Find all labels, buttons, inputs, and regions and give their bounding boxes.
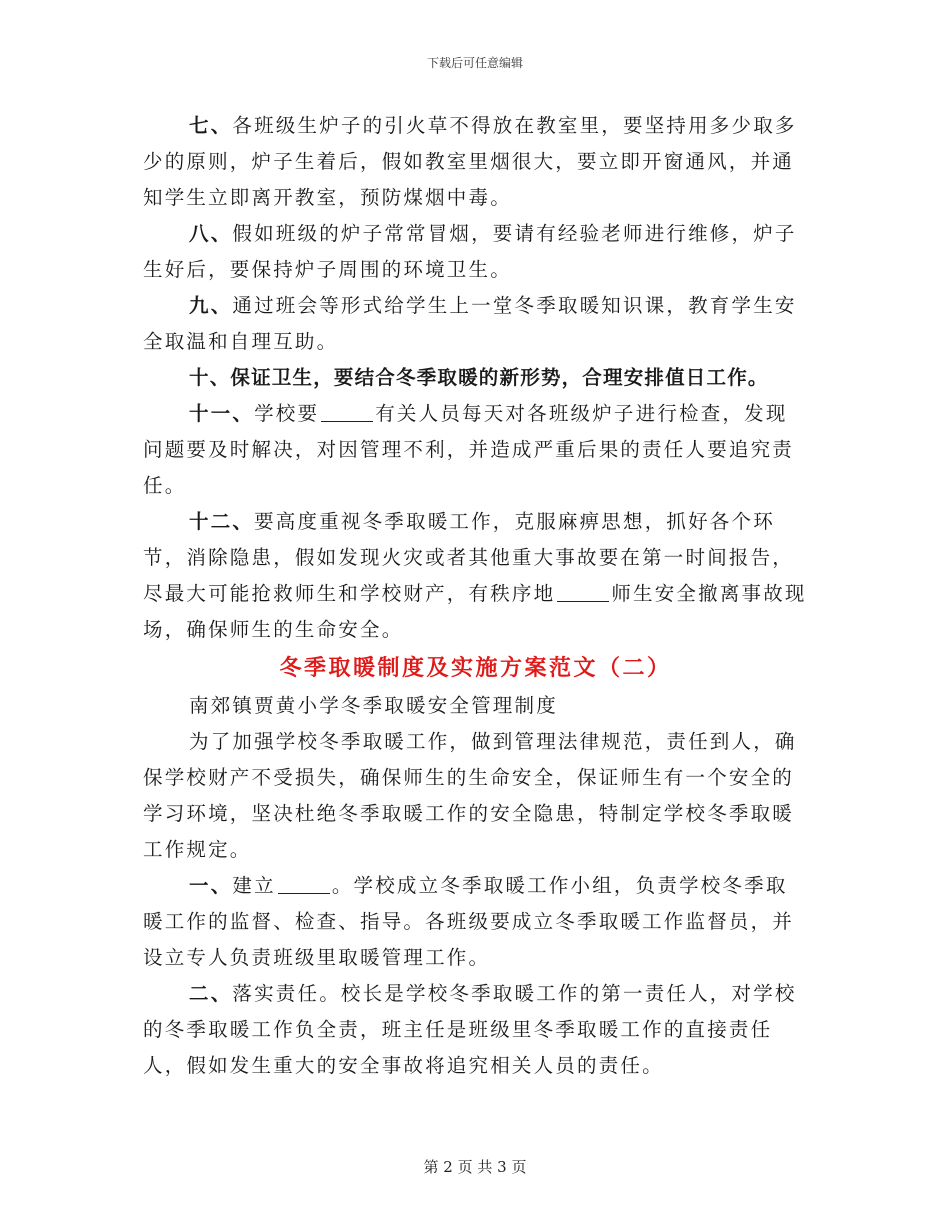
paragraph-item-1 bbox=[143, 868, 808, 976]
section-subtitle: 南郊镇贾黄小学冬季取暖安全管理制度 bbox=[189, 694, 558, 717]
page-number: 第 2 页 共 3 页 bbox=[423, 1158, 527, 1176]
item-text-cont: 有关人员每天对各班级炉子进行检查，发现问题要及时解决，对因管理不利，并造成严重后果的责任人要追究责任。 bbox=[143, 402, 795, 497]
fill-blank bbox=[278, 873, 330, 894]
paragraph-item-2 bbox=[143, 976, 808, 1084]
fill-blank bbox=[557, 581, 609, 602]
paragraph-item-10: 十、保证卫生，要结合冬季取暖的新形势，合理安排值日工作。 bbox=[189, 366, 769, 389]
item-number: 二、 bbox=[189, 982, 233, 1005]
item-text: 学校要 bbox=[254, 402, 320, 425]
paragraph-item-9 bbox=[143, 288, 808, 360]
item-number: 九、 bbox=[189, 294, 233, 317]
section-title: 冬季取暖制度及实施方案范文（二） bbox=[279, 655, 672, 681]
item-text: 落实责任。校长是学校冬季取暖工作的第一责任人，对学校的冬季取暖工作负全责，班主任是班级里冬季取暖工作的直接责任人，假如发生重大的安全事故将追究相关人员的责任。 bbox=[143, 982, 797, 1077]
item-number: 一、 bbox=[189, 874, 233, 897]
paragraph-item-12 bbox=[143, 504, 808, 648]
item-text: 要高度重视冬季取暖工作，克服麻痹思想，抓好各个环节，消除隐患，假如发现火灾或者其他重大事故要在第一时间报告，尽最大可能抢救师生和学校财产，有秩序地 bbox=[143, 510, 795, 605]
paragraph-item-11 bbox=[143, 396, 808, 504]
item-text: 假如班级的炉子常常冒烟，要请有经验老师进行维修，炉子生好后，要保持炉子周围的环境卫生。 bbox=[143, 222, 797, 281]
item-text: 通过班会等形式给学生上一堂冬季取暖知识课，教育学生安全取温和自理互助。 bbox=[143, 294, 797, 353]
item-text-cont: 师生安全撤离事故现场，确保师生的生命安全。 bbox=[143, 582, 807, 641]
item-number: 八、 bbox=[189, 222, 233, 245]
item-text: 建立 bbox=[232, 874, 276, 897]
page-header-note: 下载后可任意编辑 bbox=[426, 56, 523, 70]
item-text: 各班级生炉子的引火草不得放在教室里，要坚持用多少取多少的原则，炉子生着后，假如教室里烟很大，要立即开窗通风，并通知学生立即离开教室，预防煤烟中毒。 bbox=[143, 114, 797, 209]
intro-paragraph: 为了加强学校冬季取暖工作，做到管理法律规范，责任到人，确保学校财产不受损失，确保师生的生命安全，保证师生有一个安全的学习环境，坚决杜绝冬季取暖工作的安全隐患，特制定学校冬季取暖工作规定。 bbox=[143, 730, 797, 861]
item-number: 十一、 bbox=[189, 402, 255, 425]
paragraph-item-8 bbox=[143, 216, 808, 288]
document-body bbox=[143, 108, 808, 1084]
item-number: 七、 bbox=[189, 114, 233, 137]
item-number: 十二、 bbox=[189, 510, 255, 533]
fill-blank bbox=[321, 401, 373, 422]
paragraph-item-7 bbox=[143, 108, 808, 216]
item-text-cont: 。学校成立冬季取暖工作小组，负责学校冬季取暖工作的监督、检查、指导。各班级要成立冬季取暖工作监督员，并设立专人负责班级里取暖管理工作。 bbox=[143, 874, 795, 969]
